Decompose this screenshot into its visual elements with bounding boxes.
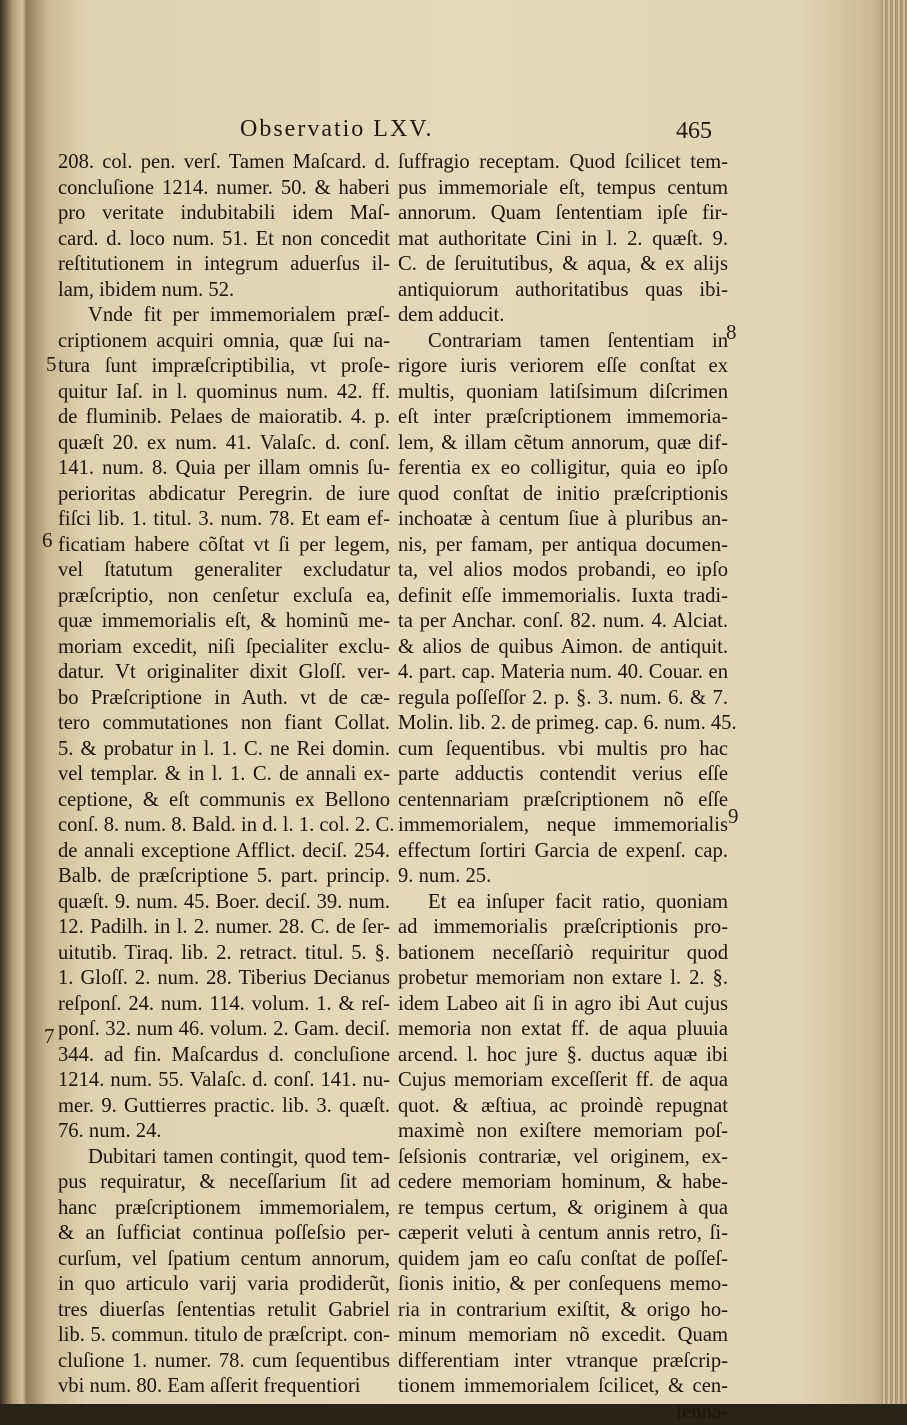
page-number: 465: [676, 118, 712, 145]
text-line: ta, vel alios modos probandi, eo ipſo: [398, 558, 728, 584]
text-line: definit eſſe immemorialis. Iuxta tradi-: [398, 584, 728, 610]
text-line: & an ſufficiat continua poſſeſsio per-: [58, 1221, 390, 1247]
text-line: fiſci lib. 1. titul. 3. num. 78. Et eam ef-: [58, 507, 390, 533]
text-line: 1. Gloſſ. 2. num. 28. Tiberius Decianus: [58, 966, 390, 992]
text-line: effectum ſortiri Garcia de expenſ. cap.: [398, 839, 728, 865]
marginal-number: 5: [46, 352, 57, 377]
text-line: centennariam præſcriptionem nõ eſſe: [398, 788, 728, 814]
text-line: 344. ad fin. Maſcardus d. concluſione: [58, 1043, 390, 1069]
text-line: mat authoritate Cini in l. 2. quæſt. 9.: [398, 227, 728, 253]
text-line: inchoatæ à centum ſiue à pluribus an-: [398, 507, 728, 533]
text-line: dem adducit.: [398, 303, 728, 329]
text-line: re tempus certum, & originem à qua: [398, 1196, 728, 1222]
text-line: 208. col. pen. verſ. Tamen Maſcard. d.: [58, 150, 390, 176]
text-line: de fluminib. Pelaes de maioratib. 4. p.: [58, 405, 390, 431]
text-line: Cujus memoriam exceſſerit ff. de aqua: [398, 1068, 728, 1094]
text-line: in quo articulo varij varia prodiderũt,: [58, 1272, 390, 1298]
text-line: vbi num. 80. Eam aſſerit frequentiori: [58, 1374, 390, 1400]
text-line: 9. num. 25.: [398, 864, 728, 890]
text-line: moriam excedit, niſi ſpecialiter exclu-: [58, 635, 390, 661]
text-line: nis, per famam, per antiqua documen-: [398, 533, 728, 559]
text-line: datur. Vt originaliter dixit Gloſſ. ver-: [58, 660, 390, 686]
text-line: pus requiratur, & neceſſarium ſit ad: [58, 1170, 390, 1196]
text-line: tenna-: [398, 1400, 728, 1425]
marginal-number: 9: [728, 804, 739, 829]
text-line: Et ea inſuper facit ratio, quoniam: [398, 890, 728, 916]
text-line: Dubitari tamen contingit, quod tem-: [58, 1145, 390, 1171]
text-line: quidem jam eo caſu conſtat de poſſeſ-: [398, 1247, 728, 1273]
text-line: 141. num. 8. Quia per illam omnis ſu-: [58, 456, 390, 482]
text-line: arcend. l. hoc jure §. ductus aquæ ibi: [398, 1043, 728, 1069]
text-line: ad immemorialis præſcriptionis pro-: [398, 915, 728, 941]
text-line: lib. 5. commun. titulo de præſcript. con-: [58, 1323, 390, 1349]
text-line: lam, ibidem num. 52.: [58, 278, 390, 304]
marginal-number: 7: [44, 1024, 55, 1049]
text-line: curſum, vel ſpatium centum annorum,: [58, 1247, 390, 1273]
text-line: tura ſunt impræſcriptibilia, vt proſe-: [58, 354, 390, 380]
text-line: C. de ſeruitutibus, & aqua, & ex alijs: [398, 252, 728, 278]
text-line: de annali exceptione Afflict. deciſ. 254.: [58, 839, 390, 865]
text-line: quitur Iaſ. in l. quominus num. 42. ff.: [58, 380, 390, 406]
text-line: ceptione, & eſt communis ex Bellono: [58, 788, 390, 814]
text-line: regula poſſeſſor 2. p. §. 3. num. 6. & 7.: [398, 686, 728, 712]
text-line: parte adductis contendit verius eſſe: [398, 762, 728, 788]
text-line: bo Præſcriptione in Auth. vt de cæ-: [58, 686, 390, 712]
text-line: tres diuerſas ſententias retulit Gabriel: [58, 1298, 390, 1324]
text-line: ta per Anchar. conſ. 82. num. 4. Alciat.: [398, 609, 728, 635]
text-line: minum memoriam nõ excedit. Quam: [398, 1323, 728, 1349]
text-line: eſt inter præſcriptionem immemoria-: [398, 405, 728, 431]
text-line: vel templar. & in l. 1. C. de annali ex-: [58, 762, 390, 788]
text-line: memoria non extat ff. de aqua pluuia: [398, 1017, 728, 1043]
text-line: quæſt. 9. num. 45. Boer. deciſ. 39. num.: [58, 890, 390, 916]
text-line: tero commutationes non fiant Collat.: [58, 711, 390, 737]
text-line: ferentia ex eo colligitur, quia eo ipſo: [398, 456, 728, 482]
text-line: ſionis initio, & per conſequens memo-: [398, 1272, 728, 1298]
text-line: multis, quoniam latiſsimum diſcrimen: [398, 380, 728, 406]
text-line: perioritas abdicatur Peregrin. de iure: [58, 482, 390, 508]
text-line: quæ immemorialis eſt, & hominũ me-: [58, 609, 390, 635]
marginal-number: 8: [726, 320, 737, 345]
text-line: maximè non exiſtere memoriam poſ-: [398, 1119, 728, 1145]
text-line: concluſione 1214. numer. 50. & haberi: [58, 176, 390, 202]
text-line: conſ. 8. num. 8. Bald. in d. l. 1. col. 2. C.: [58, 813, 390, 839]
left-text-column: [58, 150, 390, 1400]
text-line: cum ſequentibus. vbi multis pro hac: [398, 737, 728, 763]
text-line: ſeſsionis contrariæ, vel originem, ex-: [398, 1145, 728, 1171]
text-line: vel ſtatutum generaliter excludatur: [58, 558, 390, 584]
text-line: 1214. num. 55. Valaſc. d. conſ. 141. nu-: [58, 1068, 390, 1094]
text-line: antiquiorum authoritatibus quas ibi-: [398, 278, 728, 304]
text-line: præſcriptio, non cenſetur excluſa ea,: [58, 584, 390, 610]
text-line: 76. num. 24.: [58, 1119, 390, 1145]
text-line: card. d. loco num. 51. Et non concedit: [58, 227, 390, 253]
text-line: ſuffragio receptam. Quod ſcilicet tem-: [398, 150, 728, 176]
text-line: 5. & probatur in l. 1. C. ne Rei domin.: [58, 737, 390, 763]
text-line: ria in contrarium exiſtit, & origo ho-: [398, 1298, 728, 1324]
text-line: ficatiam habere cõſtat vt ſi per legem,: [58, 533, 390, 559]
text-line: hanc præſcriptionem immemorialem,: [58, 1196, 390, 1222]
text-line: mer. 9. Guttierres practic. lib. 3. quæſt.: [58, 1094, 390, 1120]
text-line: quæſt 20. ex num. 41. Valaſc. d. conſ.: [58, 431, 390, 457]
running-head-title: Observatio LXV.: [240, 116, 660, 143]
text-line: tionem immemorialem ſcilicet, & cen-: [398, 1374, 728, 1400]
text-line: immemorialem, neque immemorialis: [398, 813, 728, 839]
marginal-number: 6: [42, 528, 53, 553]
text-line: cedere memoriam hominum, & habe-: [398, 1170, 728, 1196]
text-line: idem Labeo ait ſi in agro ibi Aut cujus: [398, 992, 728, 1018]
text-line: cæperit veluti à centum annis retro, ſi-: [398, 1221, 728, 1247]
text-line: quot. & æſtiua, ac proindè repugnat: [398, 1094, 728, 1120]
text-line: uitutib. Tiraq. lib. 2. retract. titul. 5. §.: [58, 941, 390, 967]
text-line: & alios de quibus Aimon. de antiquit.: [398, 635, 728, 661]
text-line: differentiam inter vtranque præſcrip-: [398, 1349, 728, 1375]
text-line: Molin. lib. 2. de primeg. cap. 6. num. 45.: [398, 711, 728, 737]
text-line: quod conſtat de initio præſcriptionis: [398, 482, 728, 508]
text-line: bationem neceſſariò requiritur quod: [398, 941, 728, 967]
page-fore-edge: [881, 0, 907, 1404]
text-line: rigore iuris veriorem eſſe conſtat ex: [398, 354, 728, 380]
right-text-column: [398, 150, 728, 1425]
text-line: Balb. de præſcriptione 5. part. princip.: [58, 864, 390, 890]
text-line: Contrariam tamen ſententiam in: [398, 329, 728, 355]
text-line: reſtitutionem in integrum aduerſus il-: [58, 252, 390, 278]
text-line: lem, & illam cẽtum annorum, quæ dif-: [398, 431, 728, 457]
text-line: ponſ. 32. num 46. volum. 2. Gam. deciſ.: [58, 1017, 390, 1043]
text-line: pro veritate indubitabili idem Maſ-: [58, 201, 390, 227]
text-line: annorum. Quam ſententiam ipſe fir-: [398, 201, 728, 227]
text-line: cluſione 1. numer. 78. cum ſequentibus: [58, 1349, 390, 1375]
text-line: pus immemoriale eſt, tempus centum: [398, 176, 728, 202]
text-line: 12. Padilh. in l. 2. numer. 28. C. de ſer-: [58, 915, 390, 941]
text-line: Vnde fit per immemorialem præſ-: [58, 303, 390, 329]
text-line: 4. part. cap. Materia num. 40. Couar. en: [398, 660, 728, 686]
text-line: probetur memoriam non extare l. 2. §.: [398, 966, 728, 992]
text-line: reſponſ. 24. num. 114. volum. 1. & reſ-: [58, 992, 390, 1018]
text-line: criptionem acquiri omnia, quæ ſui na-: [58, 329, 390, 355]
